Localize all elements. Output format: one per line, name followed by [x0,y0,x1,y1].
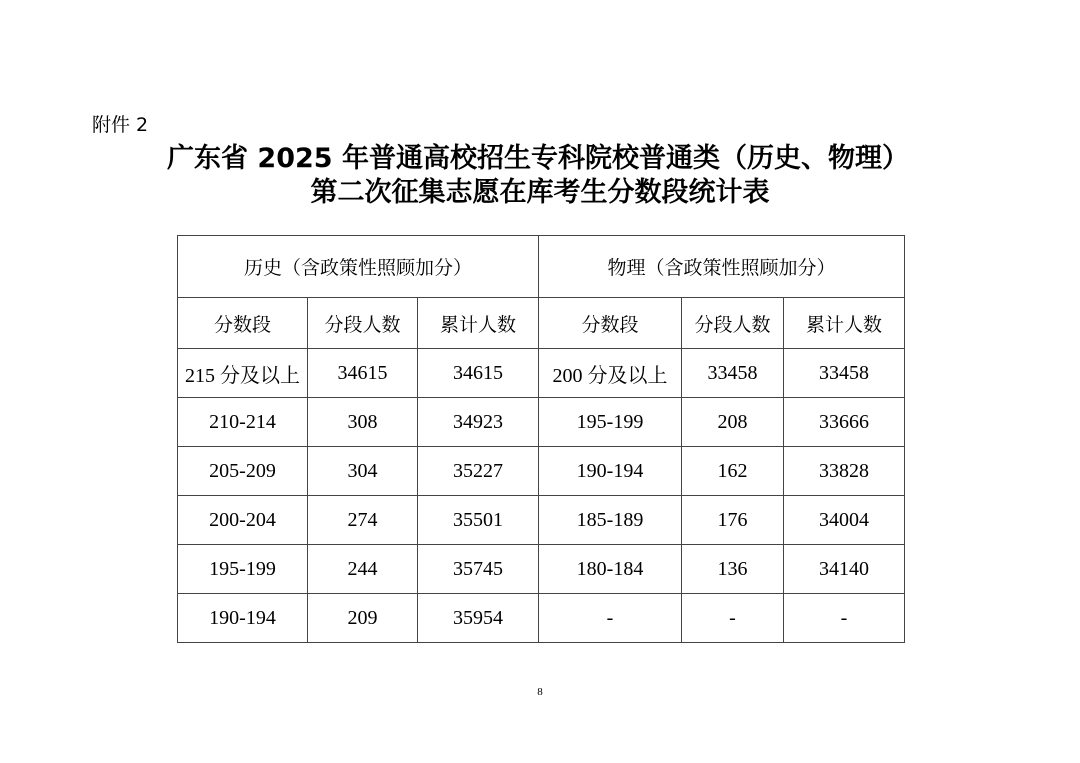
table-row [178,545,905,594]
history-score-range-cell: 190-194 [178,594,308,643]
history-segment-count-header: 分段人数 [308,298,418,349]
history-segment-count-cell: 244 [308,545,418,594]
table-row [178,398,905,447]
physics-segment-count-cell: 208 [682,398,784,447]
physics-segment-count-cell: 136 [682,545,784,594]
table-row [178,447,905,496]
history-score-range-cell: 215 分及以上 [178,349,308,398]
physics-cumulative-count-cell: 34140 [784,545,905,594]
physics-score-range-cell: 190-194 [539,447,682,496]
table-row [178,594,905,643]
physics-cumulative-count-cell: 33666 [784,398,905,447]
physics-score-range-cell: 185-189 [539,496,682,545]
document-title-line-2: 第二次征集志愿在库考生分数段统计表 [310,177,770,208]
history-score-range-header: 分数段 [178,298,308,349]
physics-segment-count-cell: - [682,594,784,643]
physics-segment-count-cell: 176 [682,496,784,545]
history-segment-count-cell: 304 [308,447,418,496]
history-score-range-cell: 210-214 [178,398,308,447]
physics-segment-count-cell: 33458 [682,349,784,398]
history-cumulative-count-cell: 35501 [418,496,539,545]
physics-score-range-cell: 180-184 [539,545,682,594]
history-segment-count-cell: 209 [308,594,418,643]
history-cumulative-count-cell: 35745 [418,545,539,594]
physics-cumulative-count-header: 累计人数 [784,298,905,349]
physics-score-range-header: 分数段 [539,298,682,349]
table-column-header-row [178,298,905,349]
history-cumulative-count-cell: 35227 [418,447,539,496]
history-cumulative-count-cell: 34923 [418,398,539,447]
history-cumulative-count-cell: 34615 [418,349,539,398]
attachment-label: 附件 2 [92,114,149,136]
history-segment-count-cell: 308 [308,398,418,447]
physics-segment-count-header: 分段人数 [682,298,784,349]
history-segment-count-cell: 34615 [308,349,418,398]
physics-score-range-cell: 200 分及以上 [539,349,682,398]
history-score-range-cell: 205-209 [178,447,308,496]
history-score-range-cell: 200-204 [178,496,308,545]
physics-group-header: 物理（含政策性照顾加分） [539,236,905,298]
physics-score-range-cell: - [539,594,682,643]
history-group-header: 历史（含政策性照顾加分） [178,236,539,298]
physics-cumulative-count-cell: 33458 [784,349,905,398]
table-row [178,496,905,545]
document-title-line-1: 广东省 2025 年普通高校招生专科院校普通类（历史、物理） [167,143,909,174]
physics-segment-count-cell: 162 [682,447,784,496]
physics-cumulative-count-cell: 33828 [784,447,905,496]
physics-score-range-cell: 195-199 [539,398,682,447]
history-cumulative-count-cell: 35954 [418,594,539,643]
history-cumulative-count-header: 累计人数 [418,298,539,349]
table-group-header-row [178,236,905,298]
physics-cumulative-count-cell: - [784,594,905,643]
physics-cumulative-count-cell: 34004 [784,496,905,545]
history-score-range-cell: 195-199 [178,545,308,594]
score-distribution-table [177,235,905,643]
page-number: 8 [537,686,543,698]
table-row [178,349,905,398]
history-segment-count-cell: 274 [308,496,418,545]
